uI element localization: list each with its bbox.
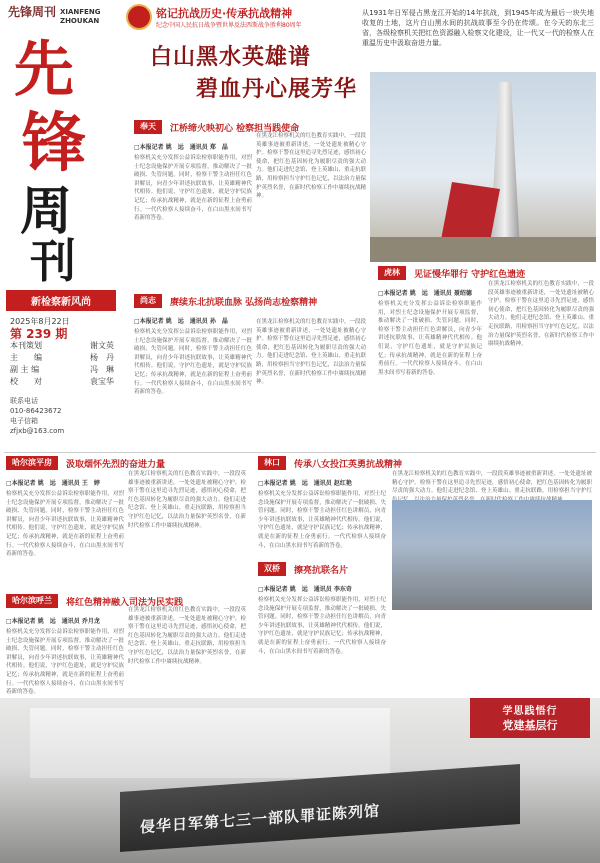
section-header: 虎林 见证慢华罪行 守护红色遗迹	[378, 266, 525, 280]
article-text: 检察机关充分发挥公益诉讼检察职能作用，对烈士纪念设施保护开展专项监督，推动解决了一批破损、失管问题。同时，检察干警主动担任红色讲解员，向青少年讲述抗联故事，让英雄精神代代相传。他们说，守护红色遗址，就是守护民族记忆；传承抗战精神，就是在新的征程上奋勇前行。一代代检察人接续奋斗，在白山黑水间书写着新的答卷。	[378, 301, 482, 376]
issue-number: 第 239 期	[10, 327, 68, 341]
banner-subtitle: 纪念中国人民抗日战争暨世界反法西斯战争胜利80周年	[156, 22, 302, 29]
masthead-info	[10, 316, 114, 436]
masthead-char-3: 周	[20, 181, 73, 242]
masthead-char-2: 锋	[22, 106, 86, 181]
byline: □本报记者 姚 远 通讯员 聂绍德	[378, 290, 472, 297]
article-text: 检察机关充分发挥公益诉讼检察职能作用，对烈士纪念设施保护开展专项监督，推动解决了一批破损、失管问题。同时，检察干警主动担任红色讲解员，向青少年讲述抗联故事，让英雄精神代代相传。他们说，守护红色遗址，就是守护民族记忆；传承抗战精神，就是在新的征程上奋勇前行。一代代检察人接续奋斗，在白山黑水间书写着新的答卷。	[258, 491, 386, 549]
party-building-badge: 学思践悟行 党建基层行	[470, 698, 590, 738]
byline: □本报记者 姚 远 通讯员 赵红艳	[258, 480, 352, 487]
museum-photo	[392, 500, 592, 610]
masthead	[0, 0, 120, 440]
masthead-char-1: 先	[14, 35, 74, 105]
masthead-subtitle: 新检察新风尚	[6, 290, 116, 311]
article-text: 检察机关充分发挥公益诉讼检察职能作用，对烈士纪念设施保护开展专项监督，推动解决了一批破损、失管问题。同时，检察干警主动担任红色讲解员，向青少年讲述抗联故事，让英雄精神代代相传。他们说，守护红色遗址，就是守护民族记忆；传承抗战精神，就是在新的征程上奋勇前行。一代代检察人接续奋斗，在白山黑水间书写着新的答卷。	[6, 629, 124, 696]
staff-row: 副 主 编 冯 琳	[10, 365, 114, 374]
theme-banner	[126, 4, 358, 30]
article-text: 检察机关充分发挥公益诉讼检察职能作用，对烈士纪念设施保护开展专项监督，推动解决了一批破损、失管问题。同时，检察干警主动担任红色讲解员，向青少年讲述抗联故事，让英雄精神代代相传。他们说，守护红色遗址，就是守护民族记忆；传承抗战精神，就是在新的征程上奋勇前行。一代代检察人接续奋斗，在白山黑水间书写着新的答卷。	[134, 155, 252, 222]
monument-photo	[370, 72, 596, 262]
headline-line-2: 碧血丹心展芳华	[196, 76, 358, 102]
article-text: 在黑龙江检察机关的红色教育实践中，一段段英雄事迹被重新讲述，一处处遗址被精心守护。检察干警在这里追寻先烈足迹，感悟初心使命，把红色基因转化为履职尽责的强大动力。他们走进纪念馆、登上英雄山、重走抗联路，用检察担当守护红	[392, 471, 592, 495]
byline: □本报记者 姚 远 通讯员 乔月龙	[6, 618, 100, 625]
byline: □本报记者 姚 远 通讯员 郑 晶	[134, 144, 228, 151]
article-text: 在黑龙江检察机关的红色教育实践中，一段段英雄事迹被重新讲述，一处处遗址被精心守护。检察干警在这里追寻先烈足迹，感悟初心使命，把红色基因转化为履职尽责的强大动力。他们走进纪念馆、登上英雄山、重走抗联路，用检察担当守护红色记忆，以法治力量保护英烈名誉，在新时代检察工作中赓续抗战精神。	[256, 319, 367, 386]
banner-title: 铭记抗战历史·传承抗战精神	[156, 7, 293, 20]
article-text: 在黑龙江检察机关的红色教育实践中，一段段英雄事迹被重新讲述，一处处遗址被精心守护。检察干警在这里追寻先烈足迹，感悟初心使命，把红色基因转化为履职尽责的强大动力。他们走进纪念馆、登上英雄山、重走抗联路，用检察担当守护红色记忆，以法治力量保护英烈名誉，在新时代检察工作中赓续抗战精神。	[256, 133, 367, 200]
emblem-icon	[126, 4, 152, 30]
monument-tower	[490, 82, 520, 252]
byline: □本报记者 姚 远 通讯员 李东奇	[258, 586, 352, 593]
masthead-char-4: 刊	[30, 234, 76, 288]
masthead-logo: 先锋周刊	[8, 5, 57, 19]
article-text: 在黑龙江检察机关的红色教育实践中，一段段英雄事迹被重新讲述，一处处遗址被精心守护。检察干警在这里追寻先烈足迹，感悟初心使命，把红色基因转化为履职尽责的强大动力。他们走进纪念馆、登上英雄山、重走抗联路，用检察担当守护红色记忆，以法治力量保护英烈名誉，在新时代检察工作中赓续抗战精神。	[128, 607, 246, 665]
article-text: 检察机关充分发挥公益诉讼检察职能作用，对烈士纪念设施保护开展专项监督，推动解决了一批破损、失管问题。同时，检察干警主动担任红色讲解员，向青少年讲述抗联故事，让英雄精神代代相传。他们说，守护红色遗址，就是守护民族记忆；传承抗战精神，就是在新的征程上奋勇前行。一代代检察人接续奋斗，在白山黑水间书写着新的答卷。	[258, 597, 386, 655]
monument-base	[370, 237, 596, 262]
issue-date: 2025年8月22日	[10, 317, 70, 326]
staff-row: 主 编 杨 丹	[10, 353, 114, 362]
section-header: 双桥 擦亮抗联名片	[258, 562, 348, 576]
staff-row: 本刊策划 谢文英	[10, 341, 114, 350]
section-header: 哈尔滨呼兰 将红色精神融入司法为民实践	[6, 594, 183, 608]
article-text: 检察机关充分发挥公益诉讼检察职能作用，对烈士纪念设施保护开展专项监督，推动解决了一批破损、失管问题。同时，检察干警主动担任红色讲解员，向青少年讲述抗联故事，让英雄精神代代相传。他们说，守护红色遗址，就是守护民族记忆；传承抗战精神，就是在新的征程上奋勇前行。一代代检察人接续奋斗，在白山黑水间书写着新的答卷。	[134, 329, 252, 396]
article-text: 在黑龙江检察机关的红色教育实践中，一段段英雄事迹被重新讲述，一处处遗址被精心守护。检察干警在这里追寻先烈足迹，感悟初心使命，把红色基因转化为履职尽责的强大动力。他们走进纪念馆、登上英雄山、重走抗联路，用检察担当守护红色记忆，以法治力量保护英烈名誉，在新时代检察工作中赓续抗战精神。	[128, 471, 246, 529]
byline: □本报记者 姚 远 通讯员 孙 晶	[134, 318, 228, 325]
photo-sky	[30, 708, 390, 778]
lead-paragraph: 从1931年日军侵占黑龙江开始的14年抗战，到1945年成为最后一块失地收复的土地，这片白山黑水间的抗战故事至今仍在传颂。在今天的东北三省，各级检察机关把红色资源融入检察文化建设，让一代又一代的检察人在重温历史中汲取奋进力量。	[362, 9, 594, 47]
divider	[4, 452, 596, 453]
staff-row: 校 对 袁宝华	[10, 377, 114, 386]
section-header: 尚志 赓续东北抗联血脉 弘扬尚志检察精神	[134, 294, 317, 308]
memorial-wall-inscription: 侵华日军第七三一部队罪证陈列馆	[140, 801, 381, 837]
section-header: 哈尔滨平房 汲取烟怀先烈的奋进力量	[6, 456, 165, 470]
article-text: 在黑龙江检察机关的红色教育实践中，一段段英雄事迹被重新讲述，一处处遗址被精心守护。检察干警在这里追寻先烈足迹，感悟初心使命，把红色基因转化为履职尽责的强大动力。他们走进纪念馆、登上英雄山、重走抗联路，用检察担当守护红色记忆，以法治力量保护英烈名誉，在新时代检察工作中赓续抗战精神。	[488, 281, 594, 348]
section-header: 奉天 江桥缔火映初心 检察担当践使命	[134, 120, 299, 134]
masthead-pinyin: XIANFENG ZHOUKAN	[60, 8, 101, 25]
section-header: 林口 传承八女投江英勇抗战精神	[258, 456, 402, 470]
headline-line-1: 白山黑水英雄谱	[150, 44, 312, 70]
memorial-hall-photo	[0, 698, 600, 863]
contact-block: 联系电话 010-86423672 电子信箱 zfjxb@163.com	[10, 397, 65, 435]
article-text: 检察机关充分发挥公益诉讼检察职能作用，对烈士纪念设施保护开展专项监督，推动解决了一批破损、失管问题。同时，检察干警主动担任红色讲解员，向青少年讲述抗联故事，让英雄精神代代相传。他们说，守护红色遗址，就是守护民族记忆；传承抗战精神，就是在新的征程上奋勇前行。一代代检察人接续奋斗，在白山黑水间书写着新的答卷。	[6, 491, 124, 558]
byline: □本报记者 姚 远 通讯员 王 婷	[6, 480, 100, 487]
